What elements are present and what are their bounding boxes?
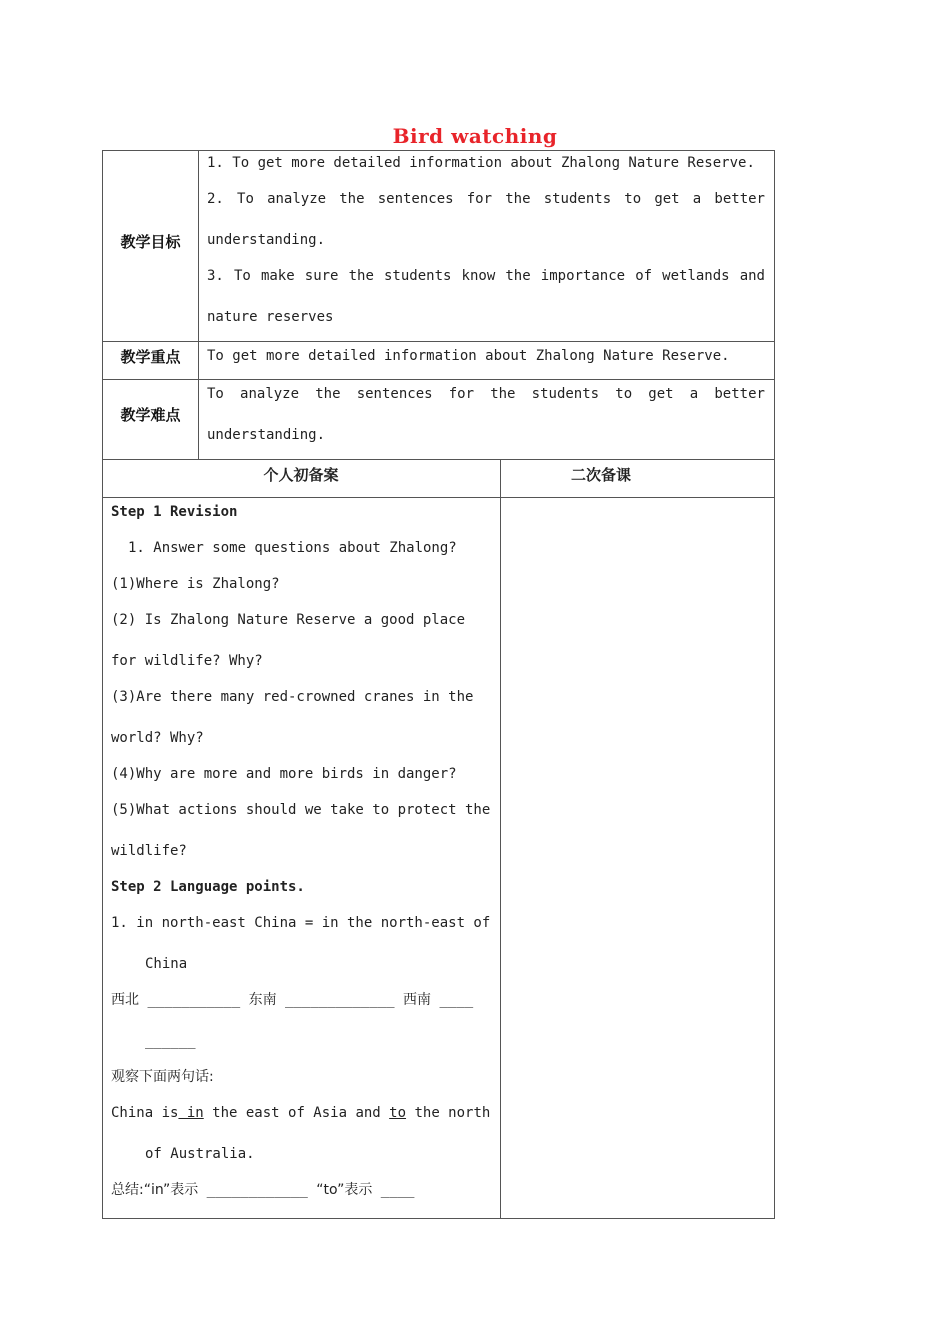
word: importance <box>540 268 626 284</box>
sentence-part: the north <box>406 1105 491 1121</box>
difficulties-continuation: understanding. <box>207 427 326 443</box>
word: get <box>648 386 674 402</box>
fill-blank: ____ <box>380 1182 415 1198</box>
word: get <box>654 191 680 207</box>
objective-3-continuation: nature reserves <box>207 309 334 325</box>
objectives-label: 教学目标 <box>120 233 181 251</box>
direction-southwest: 西南 <box>403 992 432 1008</box>
question-3: (3)Are there many red-crowned cranes in the <box>111 689 474 705</box>
lesson-plan-table <box>102 150 775 1219</box>
example-sentence <box>111 1103 490 1123</box>
column-divider <box>500 459 501 1219</box>
word: the <box>315 386 341 402</box>
step-1-heading: Step 1 Revision <box>111 504 238 520</box>
difficulties-line <box>207 384 765 404</box>
word: the <box>348 268 374 284</box>
word: make <box>260 268 295 284</box>
fill-blank: ____________ <box>206 1182 308 1198</box>
word: analyze <box>240 386 300 402</box>
objective-3-line <box>207 266 765 286</box>
word: of <box>635 268 653 284</box>
word: sentences <box>356 386 433 402</box>
word: for <box>448 386 475 402</box>
fill-blank-continuation: ______ <box>145 1033 196 1049</box>
word: a <box>689 386 699 402</box>
summary-line <box>111 1180 414 1200</box>
difficulties-label: 教学难点 <box>120 406 181 424</box>
question-2-continuation: for wildlife? Why? <box>111 653 263 669</box>
question-5: (5)What actions should we take to protect the <box>111 802 491 818</box>
word: To <box>237 191 254 207</box>
word: and <box>739 268 765 284</box>
observe-instruction: 观察下面两句话: <box>111 1069 214 1085</box>
row-divider <box>102 459 775 460</box>
directions-line <box>111 990 473 1010</box>
direction-southeast: 东南 <box>248 992 277 1008</box>
sentence-part: China is <box>111 1105 179 1121</box>
word: To <box>207 386 224 402</box>
column-header-revision: 二次备课 <box>570 466 631 484</box>
word: sentences <box>377 191 454 207</box>
word: 2. <box>207 191 224 207</box>
language-point-1-continuation: China <box>145 956 188 972</box>
word: to <box>624 191 642 207</box>
question-intro: 1. Answer some questions about Zhalong? <box>128 540 457 556</box>
word: students <box>531 386 600 402</box>
summary-to-label: “to”表示 <box>316 1182 373 1198</box>
word: a <box>692 191 702 207</box>
objective-2-continuation: understanding. <box>207 232 326 248</box>
word: the <box>505 268 531 284</box>
word: the <box>505 191 531 207</box>
document-title: Bird watching <box>392 124 558 148</box>
word: students <box>384 268 452 284</box>
word: better <box>714 386 765 402</box>
word: 3. <box>207 268 224 284</box>
question-1: (1)Where is Zhalong? <box>111 576 280 592</box>
question-4: (4)Why are more and more birds in danger? <box>111 766 457 782</box>
objective-2-line <box>207 189 765 209</box>
question-5-continuation: wildlife? <box>111 843 187 859</box>
word: the <box>339 191 365 207</box>
fill-blank: ____ <box>439 992 474 1008</box>
underlined-to: to <box>389 1105 407 1121</box>
row-divider <box>102 497 775 498</box>
column-header-initial-plan: 个人初备案 <box>263 466 339 484</box>
summary-in-label: 总结:“in”表示 <box>111 1182 199 1198</box>
step-2-heading: Step 2 Language points. <box>111 879 305 895</box>
row-divider <box>102 379 775 380</box>
word: to <box>615 386 633 402</box>
question-3-continuation: world? Why? <box>111 730 204 746</box>
word: know <box>461 268 496 284</box>
key-points-text: To get more detailed information about Zhalong Nature Reserve. <box>207 348 730 364</box>
word: To <box>233 268 251 284</box>
fill-blank: _____________ <box>285 992 395 1008</box>
word: analyze <box>267 191 327 207</box>
language-point-1: 1. in north-east China = in the north-east of <box>111 915 491 931</box>
word: the <box>490 386 516 402</box>
question-2: (2) Is Zhalong Nature Reserve a good place <box>111 612 466 628</box>
fill-blank: ___________ <box>147 992 241 1008</box>
word: for <box>466 191 493 207</box>
word: better <box>714 191 765 207</box>
sentence-part: the east of Asia and <box>203 1105 390 1121</box>
objective-1: 1. To get more detailed information about Zhalong Nature Reserve. <box>207 155 755 171</box>
direction-northwest: 西北 <box>111 992 139 1008</box>
word: sure <box>304 268 339 284</box>
key-points-label: 教学重点 <box>120 348 181 366</box>
word: wetlands <box>662 268 730 284</box>
word: students <box>543 191 612 207</box>
underlined-in: in <box>178 1105 204 1121</box>
example-sentence-continuation: of Australia. <box>145 1146 255 1162</box>
row-divider <box>102 341 775 342</box>
column-divider <box>198 150 199 460</box>
